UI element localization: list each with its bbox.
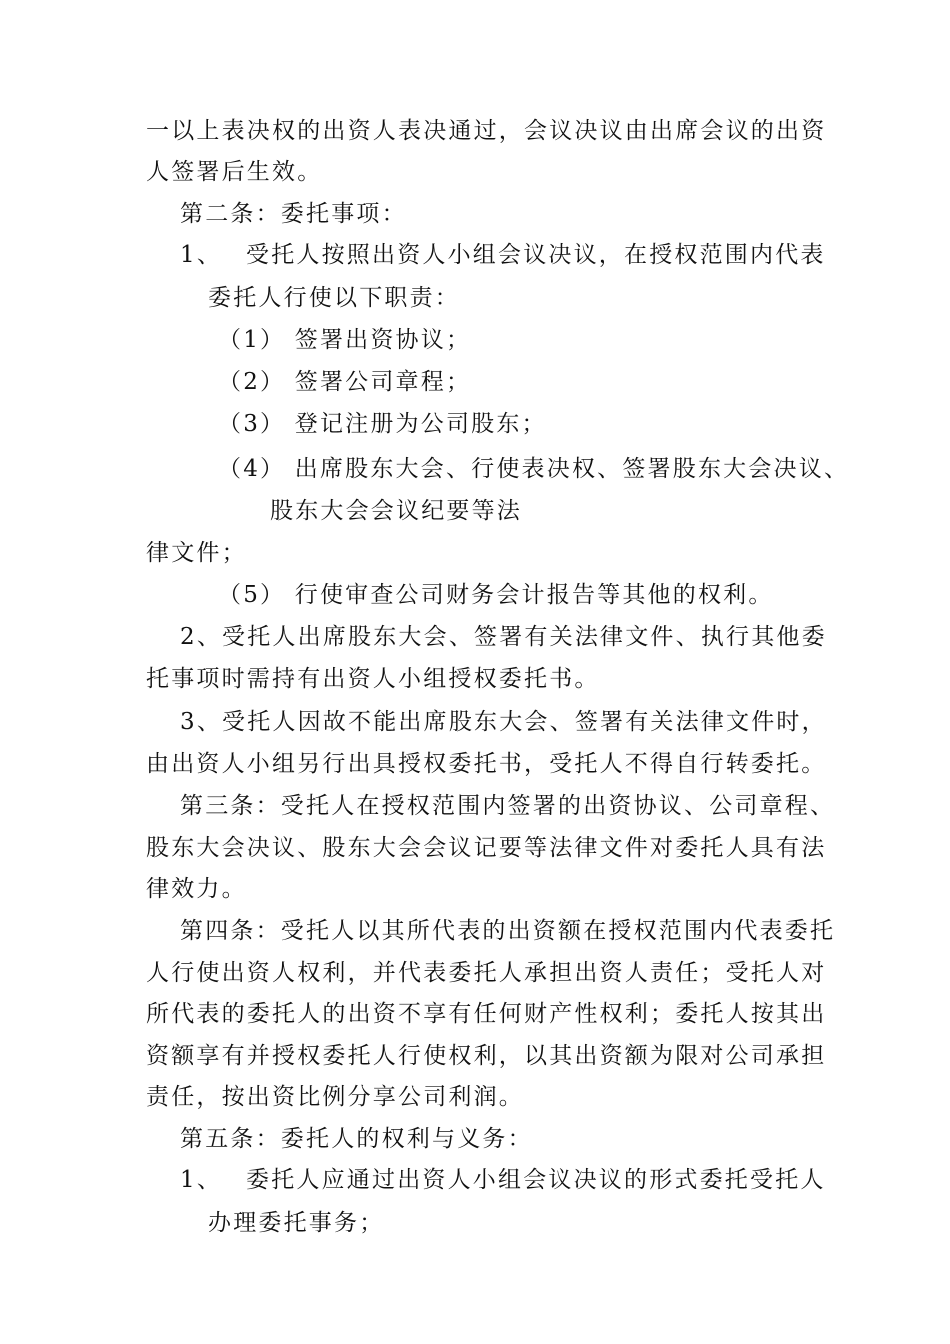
- article-2-heading: 第二条：委托事项：: [180, 201, 407, 227]
- list-item: （3） 登记注册为公司股东；: [218, 411, 547, 437]
- article-3-heading: 第三条：受托人在授权范围内签署的出资协议、公司章程、: [180, 793, 836, 819]
- text-line: 所代表的委托人的出资不享有任何财产性权利；委托人按其出: [146, 1001, 827, 1027]
- list-marker: 1、: [180, 1167, 223, 1193]
- text-line: 一以上表决权的出资人表决通过，会议决议由出席会议的出资: [146, 118, 827, 144]
- list-item: （4） 出席股东大会、行使表决权、签署股东大会决议、: [218, 456, 850, 482]
- text-line: 律效力。: [146, 876, 247, 902]
- text-line: 受托人按照出资人小组会议决议，在授权范围内代表: [246, 242, 826, 268]
- list-item: （2） 签署公司章程；: [218, 369, 472, 395]
- text-line: 责任，按出资比例分享公司利润。: [146, 1084, 524, 1110]
- list-item: （1） 签署出资协议；: [218, 327, 472, 353]
- text-line: 人行使出资人权利，并代表委托人承担出资人责任；受托人对: [146, 960, 827, 986]
- text-line: 律文件；: [146, 540, 247, 566]
- text-line: 托事项时需持有出资人小组授权委托书。: [146, 666, 600, 692]
- text-line: 由出资人小组另行出具授权委托书，受托人不得自行转委托。: [146, 751, 827, 777]
- article-4-heading: 第四条：受托人以其所代表的出资额在授权范围内代表委托: [180, 918, 836, 944]
- text-line: 办理委托事务；: [208, 1210, 385, 1236]
- text-line: 委托人应通过出资人小组会议决议的形式委托受托人: [246, 1167, 826, 1193]
- text-line: 2、受托人出席股东大会、签署有关法律文件、执行其他委: [180, 624, 827, 650]
- article-5-heading: 第五条：委托人的权利与义务：: [180, 1126, 533, 1152]
- text-line: 人签署后生效。: [146, 159, 323, 185]
- list-marker: 1、: [180, 242, 223, 268]
- text-line: 委托人行使以下职责：: [208, 285, 460, 311]
- text-line: 3、受托人因故不能出席股东大会、签署有关法律文件时，: [180, 709, 827, 735]
- text-line: 股东大会会议纪要等法: [270, 498, 522, 524]
- text-line: 股东大会决议、股东大会会议记要等法律文件对委托人具有法: [146, 835, 827, 861]
- list-item: （5） 行使审查公司财务会计报告等其他的权利。: [218, 582, 774, 608]
- text-line: 资额享有并授权委托人行使权利，以其出资额为限对公司承担: [146, 1043, 827, 1069]
